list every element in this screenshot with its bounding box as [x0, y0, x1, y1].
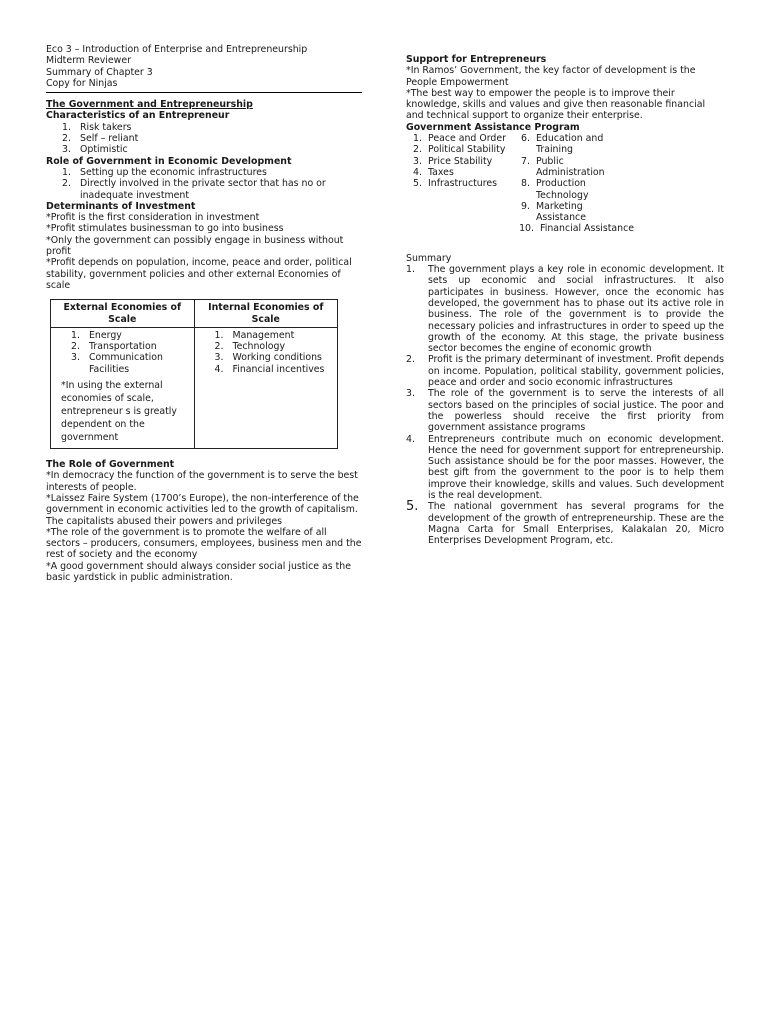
support-heading: Support for Entrepreneurs: [406, 54, 547, 65]
list-item: 1. Energy: [71, 329, 122, 341]
list-item: 8. Production Technology: [521, 178, 589, 201]
role-line: *A good government should always consider social justice as the basic yardstick in public administration.: [46, 560, 351, 583]
role-line: *In democracy the function of the government is to serve the best interests of people.: [46, 470, 358, 493]
assistance-heading: Government Assistance Program: [406, 121, 580, 133]
list-item: 7. Public Administration: [521, 155, 605, 178]
list-item: 2. Profit is the primary determinant of investment. Profit depends on income. Population, political stability, government policies, peace and order and socio economic infrastructures: [406, 354, 724, 389]
list-item: 3. Communication Facilities: [71, 352, 163, 375]
external-economies-cell: [51, 327, 195, 448]
document-header: [46, 44, 362, 89]
external-note: *In using the external economies of scale, entrepreneur s is greatly dependent on the government: [61, 380, 177, 444]
reviewer-title: Midterm Reviewer: [46, 55, 131, 67]
list-item: 5. Infrastructures: [413, 178, 498, 190]
list-item: 3. Working conditions: [214, 352, 322, 364]
left-column: [46, 44, 362, 583]
role-line: *The role of the government is to promote the welfare of all sectors – producers, consumers, employees, business men and the rest of society and the economy: [46, 526, 362, 561]
list-item: 3. Optimistic: [62, 144, 128, 156]
list-item: 1. Risk takers: [62, 121, 132, 133]
list-item: 6. Education and Training: [521, 133, 604, 156]
list-item: 1. The government plays a key role in economic development. It sets up economic and social infrastructures. It also participates in business. However, once the economic has developed, the government has to phase out its active role in business. The role of the government is to provide the necessary policies and infrastructures in order to speed up the growth of the economy. At this stage, the private business sector becomes the engine of economic growth: [406, 264, 724, 355]
list-item: 1. Setting up the economic infrastructures: [62, 166, 267, 178]
economies-table: [50, 299, 338, 449]
list-item: 3. The role of the government is to serve the interests of all sectors based on the principles of social justice. The poor and the powerless should receive the first priority from government assistance programs: [406, 388, 724, 434]
support-line: *In Ramos’ Government, the key factor of development is the People Empowerment: [406, 65, 696, 88]
section-title: The Government and Entrepreneurship: [46, 99, 253, 111]
characteristics-list: [46, 122, 362, 156]
list-item: 2. Self – reliant: [62, 133, 139, 145]
course-title: Eco 3 – Introduction of Enterprise and Entrepreneurship: [46, 44, 308, 55]
header-divider: [46, 92, 362, 93]
support-line: *The best way to empower the people is to improve their knowledge, skills and values and give then reasonable financial and technical support to organize their enterprise.: [406, 87, 706, 122]
list-item: 10. Financial Assistance: [519, 223, 634, 235]
determinant-line: *Profit is the first consideration in investment: [46, 212, 260, 224]
list-item: 4. Taxes: [413, 166, 454, 178]
list-item: 2. Technology: [214, 341, 286, 353]
list-item: 1. Management: [214, 329, 295, 341]
characteristics-heading: Characteristics of an Entrepreneur: [46, 110, 230, 122]
chapter-summary: Summary of Chapter 3: [46, 66, 153, 78]
determinant-line: *Profit stimulates businessman to go into business: [46, 223, 284, 235]
list-item: 4. Financial incentives: [214, 363, 325, 375]
list-item: 1. Peace and Order: [413, 133, 506, 145]
copy-note: Copy for Ninjas: [46, 77, 118, 89]
list-item: 2. Political Stability: [413, 144, 506, 156]
role-of-government-heading: The Role of Government: [46, 459, 175, 471]
role-line: *Laissez Faire System (1700’s Europe), the non-interference of the government in economic activities led to the growth of capitalism. The capitalists abused their powers and privileges: [46, 492, 359, 527]
external-economies-header: External Economies of Scale: [51, 300, 195, 328]
right-column: [406, 44, 724, 546]
list-item: 3. Price Stability: [413, 155, 493, 167]
determinants-heading: Determinants of Investment: [46, 200, 196, 212]
list-item: 2. Transportation: [71, 341, 157, 353]
role-gov-list: [46, 167, 362, 201]
determinant-line: *Only the government can possibly engage in business without profit: [46, 234, 344, 258]
assistance-list-a: [406, 133, 514, 235]
determinant-line: *Profit depends on population, income, peace and order, political stability, government policies and other external Economies of scale: [46, 257, 352, 291]
list-item: 9. Marketing Assistance: [521, 200, 586, 224]
internal-economies-header: Internal Economies of Scale: [194, 300, 338, 328]
assistance-list-b: [514, 133, 634, 235]
list-item: 4. Entrepreneurs contribute much on economic development. Hence the need for government support for entrepreneurship. Such assistance should be for the poor masses. However, the best gift from the government to the poor is to help them improve their knowledge, skills and values. Such development is the real development.: [406, 433, 724, 501]
assistance-lists: [406, 133, 724, 235]
internal-economies-cell: [194, 327, 338, 448]
list-item: 5. The national government has several programs for the development of the growth of entrepreneurship. These are the Magna Carta for Small Enterprises, Kalakalan 20, Micro Enterprises Development Program, etc.: [406, 499, 724, 547]
list-item: 2. Directly involved in the private sector that has no or inadequate investment: [62, 178, 326, 201]
role-gov-heading: Role of Government in Economic Development: [46, 155, 292, 167]
summary-list: [406, 264, 724, 546]
summary-heading: Summary: [406, 252, 452, 264]
